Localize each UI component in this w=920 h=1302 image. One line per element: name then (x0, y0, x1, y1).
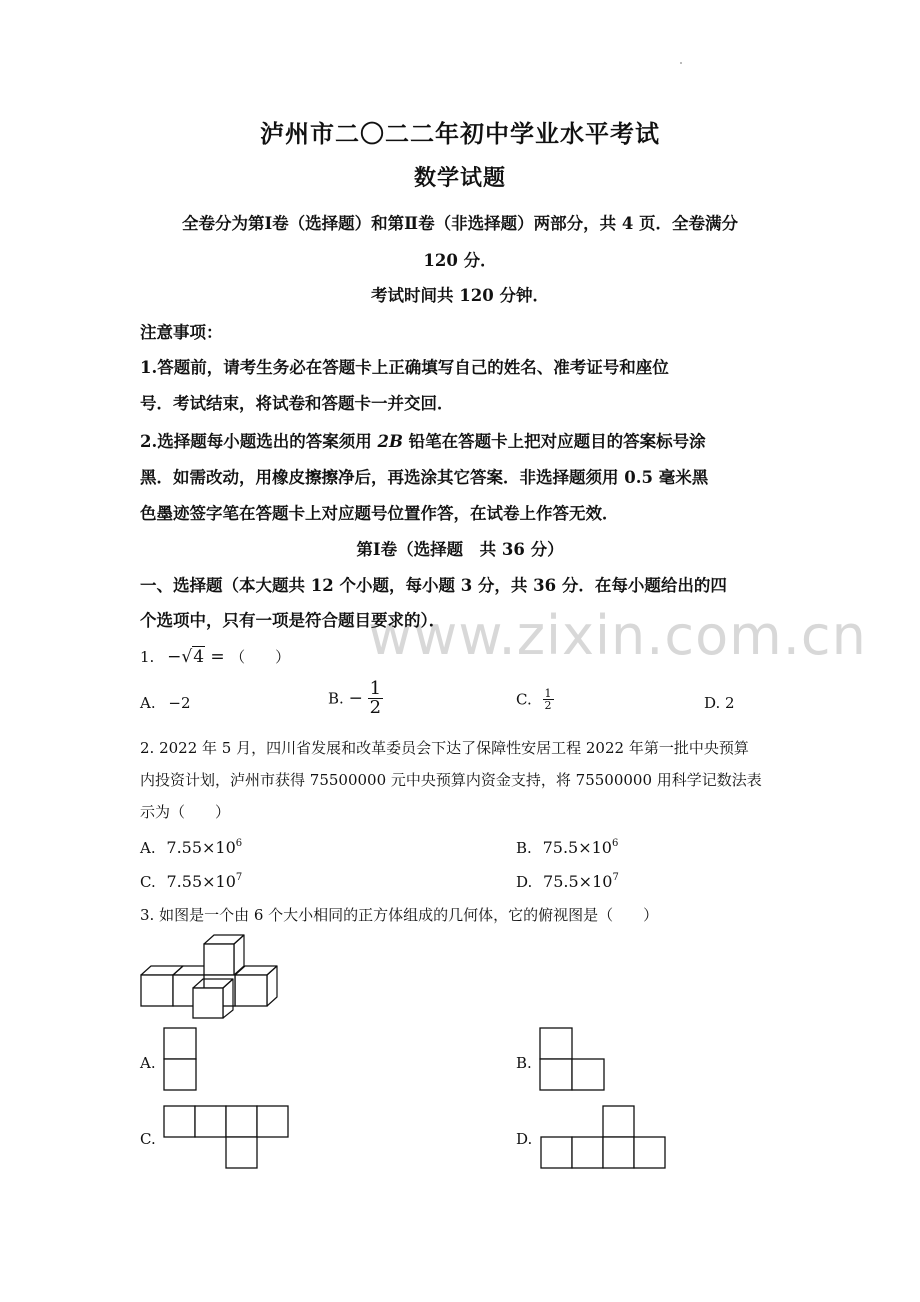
q1-option-a (140, 694, 191, 712)
part-heading-line-2: 个选项中，只有一项是符合题目要求的）． (140, 611, 446, 630)
q1-d-value: 2 (725, 694, 735, 712)
q2-d-label: D. (516, 873, 533, 891)
q2-b-base: 75.5×10 (542, 838, 612, 857)
q3-stem: 3. 如图是一个由 6 个大小相同的正方体组成的几何体，它的俯视图是（ ） (140, 906, 659, 924)
q1-c-numerator: 1 (544, 687, 552, 700)
exam-title: 泸州市二〇二二年初中学业水平考试 (260, 119, 660, 148)
q3-c-label: C. (140, 1130, 156, 1148)
note-2-line-2: 黑．如需改动，用橡皮擦擦净后，再选涂其它答案．非选择题须用 0.5 毫米黑 (140, 468, 709, 487)
note-1-line-2: 号．考试结束，将试卷和答题卡一并交回． (140, 394, 454, 413)
q2-d-base: 75.5×10 (543, 872, 613, 891)
q1-stem (140, 646, 290, 667)
q1-b-sign: − (348, 688, 363, 709)
q3-b-label: B. (516, 1054, 532, 1072)
q2-option-b (516, 838, 618, 857)
note-1-line-1: 1.答题前，请考生务必在答题卡上正确填写自己的姓名、准考证号和座位 (140, 358, 669, 377)
corner-dot (680, 62, 682, 64)
q2-stem-line-1: 2. 2022 年 5 月，四川省发展和改革委员会下达了保障性安居工程 2022 年第一批中央预算 (140, 739, 749, 757)
volume-title: 第Ⅰ卷（选择题 共 36 分） (356, 540, 564, 559)
q1-a-value: −2 (168, 694, 191, 712)
q1-c-denominator: 2 (544, 699, 552, 712)
q2-stem-line-2: 内投资计划，泸州市获得 75500000 元中央预算内资金支持，将 75500000 用科学记数法表 (140, 771, 762, 789)
q1-option-c (516, 688, 554, 711)
q1-equals: = (210, 647, 225, 667)
cube-stack-figure (138, 930, 283, 1022)
q1-paren: （ ） (230, 648, 291, 666)
note-2-line-1 (140, 428, 706, 452)
q1-radicand: 4 (193, 647, 205, 667)
q3-d-label: D. (516, 1130, 533, 1148)
q1-number: 1. (140, 648, 155, 666)
exam-subject: 数学试题 (413, 165, 506, 191)
q1-c-label: C. (516, 690, 532, 709)
notes-heading: 注意事项： (140, 323, 223, 342)
q2-a-label: A. (140, 839, 156, 857)
q1-c-fraction (543, 688, 554, 711)
q1-b-label: B. (328, 689, 344, 708)
intro-line-2: 120 分． (423, 251, 497, 270)
watermark: www.zixin.com.cn (368, 604, 867, 667)
q2-b-exponent: 6 (611, 838, 619, 849)
q3-option-c-figure (163, 1105, 293, 1171)
q1-b-denominator: 2 (369, 697, 382, 718)
q3-option-a-figure (163, 1027, 199, 1093)
q1-option-b (328, 680, 383, 717)
q3-option-b-figure (539, 1027, 607, 1093)
q2-option-c (140, 872, 242, 891)
q1-minus: − (167, 647, 182, 667)
q2-c-exponent: 7 (235, 872, 243, 883)
q1-a-label: A. (140, 694, 156, 712)
q1-option-d (704, 694, 735, 712)
q1-b-numerator: 1 (369, 678, 382, 699)
q2-option-a (140, 838, 242, 857)
q2-d-exponent: 7 (612, 872, 619, 883)
note-2-text-a: 2.选择题每小题选出的答案须用 (140, 432, 378, 451)
q2-c-label: C. (140, 873, 156, 891)
q2-a-exponent: 6 (235, 838, 243, 849)
q3-a-label: A. (140, 1054, 156, 1072)
q2-stem-line-3: 示为（ ） (140, 803, 231, 821)
exam-time: 考试时间共 120 分钟． (371, 286, 549, 305)
q2-option-d (516, 872, 619, 891)
q1-d-label: D. (704, 694, 721, 712)
pencil-grade: 2B (377, 432, 403, 451)
note-2-line-3: 色墨迹签字笔在答题卡上对应题号位置作答，在试卷上作答无效． (140, 504, 619, 523)
q1-b-fraction (368, 680, 383, 717)
q2-a-base: 7.55×10 (166, 838, 236, 857)
note-2-text-b: 铅笔在答题卡上把对应题目的答案标号涂 (402, 432, 706, 451)
q2-c-base: 7.55×10 (166, 872, 236, 891)
q3-option-d-figure (540, 1105, 670, 1171)
q2-b-label: B. (516, 839, 532, 857)
part-heading-line-1: 一、选择题（本大题共 12 个小题，每小题 3 分，共 36 分．在每小题给出的四 (140, 576, 727, 595)
sqrt-icon: √ (181, 647, 193, 667)
intro-line-1: 全卷分为第Ⅰ卷（选择题）和第Ⅱ卷（非选择题）两部分，共 4 页．全卷满分 (181, 214, 739, 233)
